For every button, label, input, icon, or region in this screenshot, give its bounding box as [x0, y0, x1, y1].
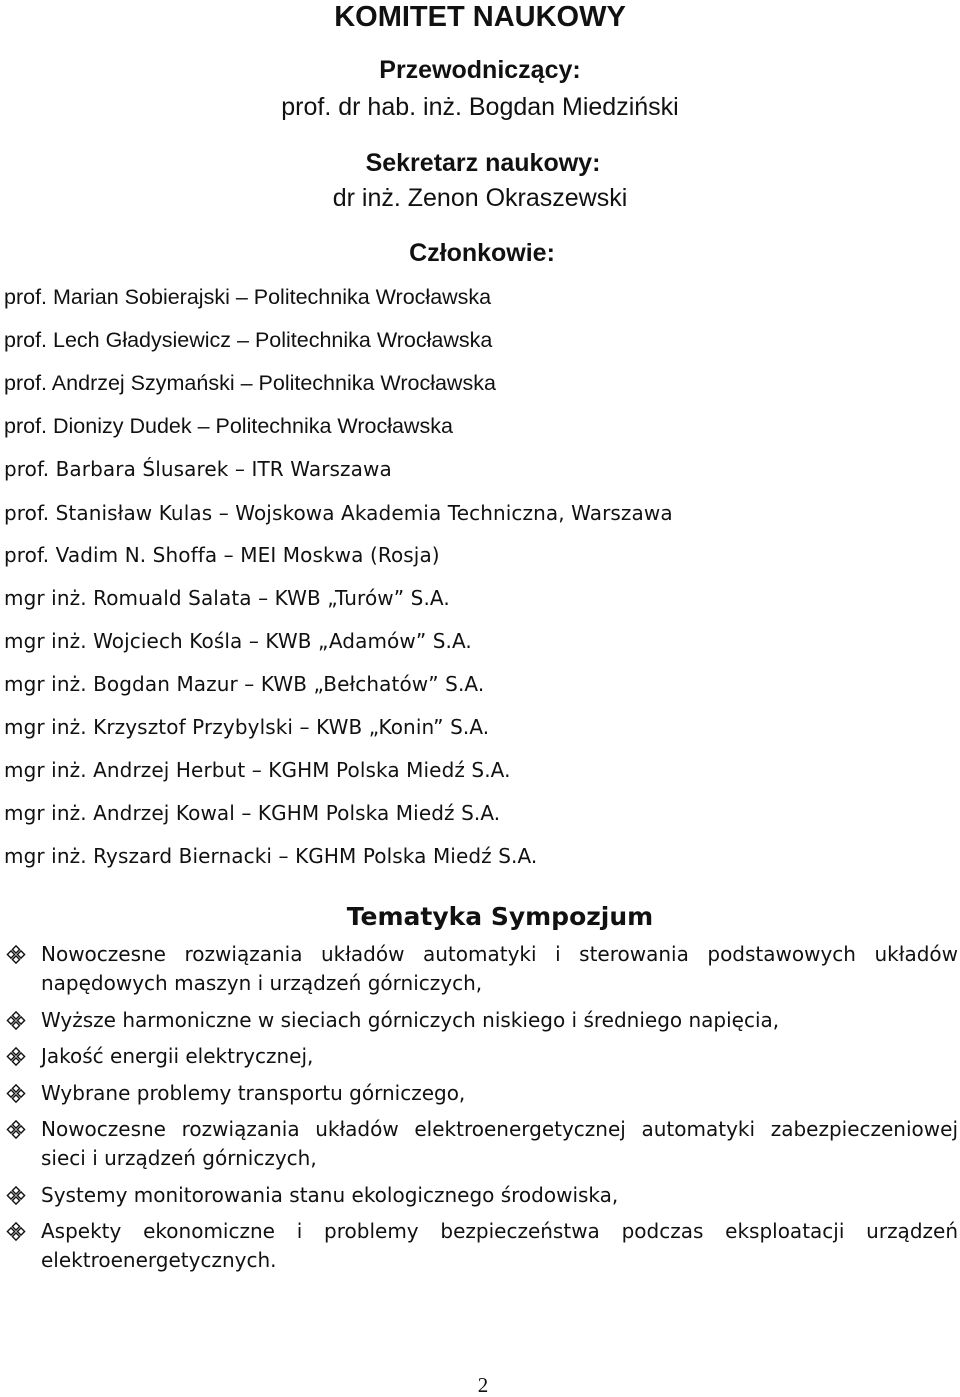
four-diamond-star-icon	[6, 1006, 28, 1035]
diamond-shape	[7, 1192, 14, 1199]
member-item: prof. Lech Gładysiewicz – Politechnika Wrocławska	[4, 328, 493, 352]
member-item: mgr inż. Romuald Salata – KWB „Turów” S.A.	[4, 586, 450, 610]
member-item: prof. Andrzej Szymański – Politechnika Wrocławska	[4, 371, 496, 395]
diamond-shape	[7, 1090, 14, 1097]
diamond-shape	[12, 1187, 19, 1194]
topic-text: Wybrane problemy transportu górniczego,	[41, 1081, 466, 1105]
topic-item	[0, 1217, 960, 1275]
diamond-shape	[17, 1053, 24, 1060]
diamond-shape	[17, 951, 24, 958]
four-diamond-star-icon	[6, 940, 28, 969]
member-item: prof. Dionizy Dudek – Politechnika Wrocławska	[4, 414, 453, 438]
diamond-shape	[12, 1095, 19, 1102]
secretary-heading: Sekretarz naukowy:	[365, 149, 601, 177]
diamond-shape	[12, 1121, 19, 1128]
member-item: mgr inż. Ryszard Biernacki – KGHM Polska Miedź S.A.	[4, 844, 538, 868]
topic-item	[0, 1006, 960, 1035]
diamond-shape	[12, 1048, 19, 1055]
four-diamond-star-glyph	[6, 1079, 28, 1108]
diamond-shape	[12, 956, 19, 963]
chairman-heading: Przewodniczący:	[379, 56, 581, 84]
diamond-shape	[12, 1085, 19, 1092]
diamond-shape	[7, 951, 14, 958]
diamond-shape	[12, 1197, 19, 1204]
topic-item	[0, 1042, 960, 1071]
diamond-shape	[12, 1058, 19, 1065]
four-diamond-star-icon	[6, 1079, 28, 1108]
diamond-shape	[12, 946, 19, 953]
members-heading-text: Członkowie:	[409, 239, 555, 267]
diamond-shape	[7, 1228, 14, 1235]
member-item: prof. Marian Sobierajski – Politechnika Wrocławska	[4, 285, 492, 309]
diamond-shape	[12, 1223, 19, 1230]
topic-text: Jakość energii elektrycznej,	[41, 1044, 314, 1068]
diamond-shape	[17, 1228, 24, 1235]
member-item: mgr inż. Andrzej Herbut – KGHM Polska Miedź S.A.	[4, 758, 511, 782]
topic-text: Aspekty ekonomiczne i problemy bezpieczeństwa podczas eksploatacji urządzeń elektroenergetycznych.	[41, 1219, 958, 1272]
diamond-shape	[7, 1126, 14, 1133]
diamond-shape	[17, 1192, 24, 1199]
diamond-shape	[7, 1053, 14, 1060]
member-item: prof. Stanisław Kulas – Wojskowa Akademia Techniczna, Warszawa	[4, 501, 673, 525]
topic-item	[0, 1181, 960, 1210]
four-diamond-star-glyph	[6, 1006, 28, 1035]
four-diamond-star-glyph	[6, 940, 28, 969]
member-item: prof. Barbara Ślusarek – ITR Warszawa	[4, 457, 392, 481]
member-item: mgr inż. Andrzej Kowal – KGHM Polska Miedź S.A.	[4, 801, 501, 825]
topic-item	[0, 1115, 960, 1173]
page-title: KOMITET NAUKOWY	[334, 1, 626, 33]
page-number: 2	[477, 1373, 489, 1397]
topic-text: Systemy monitorowania stanu ekologicznego środowiska,	[41, 1183, 619, 1207]
diamond-shape	[17, 1126, 24, 1133]
member-item: mgr inż. Bogdan Mazur – KWB „Bełchatów” S.A.	[4, 672, 485, 696]
four-diamond-star-icon	[6, 1115, 28, 1144]
topic-item	[0, 940, 960, 998]
four-diamond-star-icon	[6, 1042, 28, 1071]
four-diamond-star-glyph	[6, 1217, 28, 1246]
chairman-name: prof. dr hab. inż. Bogdan Miedziński	[281, 93, 679, 121]
member-item: mgr inż. Krzysztof Przybylski – KWB „Konin” S.A.	[4, 715, 490, 739]
four-diamond-star-glyph	[6, 1115, 28, 1144]
diamond-shape	[17, 1090, 24, 1097]
four-diamond-star-icon	[6, 1217, 28, 1246]
members-heading	[0, 238, 960, 268]
topic-text: Nowoczesne rozwiązania układów automatyki i sterowania podstawowych układów napędowych maszyn i urządzeń górniczych,	[41, 942, 958, 995]
diamond-shape	[12, 1233, 19, 1240]
diamond-shape	[12, 1131, 19, 1138]
four-diamond-star-glyph	[6, 1042, 28, 1071]
member-item: prof. Vadim N. Shoffa – MEI Moskwa (Rosja)	[4, 543, 440, 567]
member-item: mgr inż. Wojciech Kośla – KWB „Adamów” S.A.	[4, 629, 472, 653]
four-diamond-star-glyph	[6, 1181, 28, 1210]
diamond-shape	[17, 1017, 24, 1024]
diamond-shape	[12, 1012, 19, 1019]
secretary-name: dr inż. Zenon Okraszewski	[332, 184, 628, 212]
topic-item	[0, 1079, 960, 1108]
topic-text: Wyższe harmoniczne w sieciach górniczych niskiego i średniego napięcia,	[41, 1008, 780, 1032]
four-diamond-star-icon	[6, 1181, 28, 1210]
diamond-shape	[12, 1022, 19, 1029]
topic-text: Nowoczesne rozwiązania układów elektroenergetycznej automatyki zabezpieczeniowej sieci i urządzeń górniczych,	[41, 1117, 958, 1170]
topics-heading: Tematyka Sympozjum	[346, 902, 654, 931]
diamond-shape	[7, 1017, 14, 1024]
